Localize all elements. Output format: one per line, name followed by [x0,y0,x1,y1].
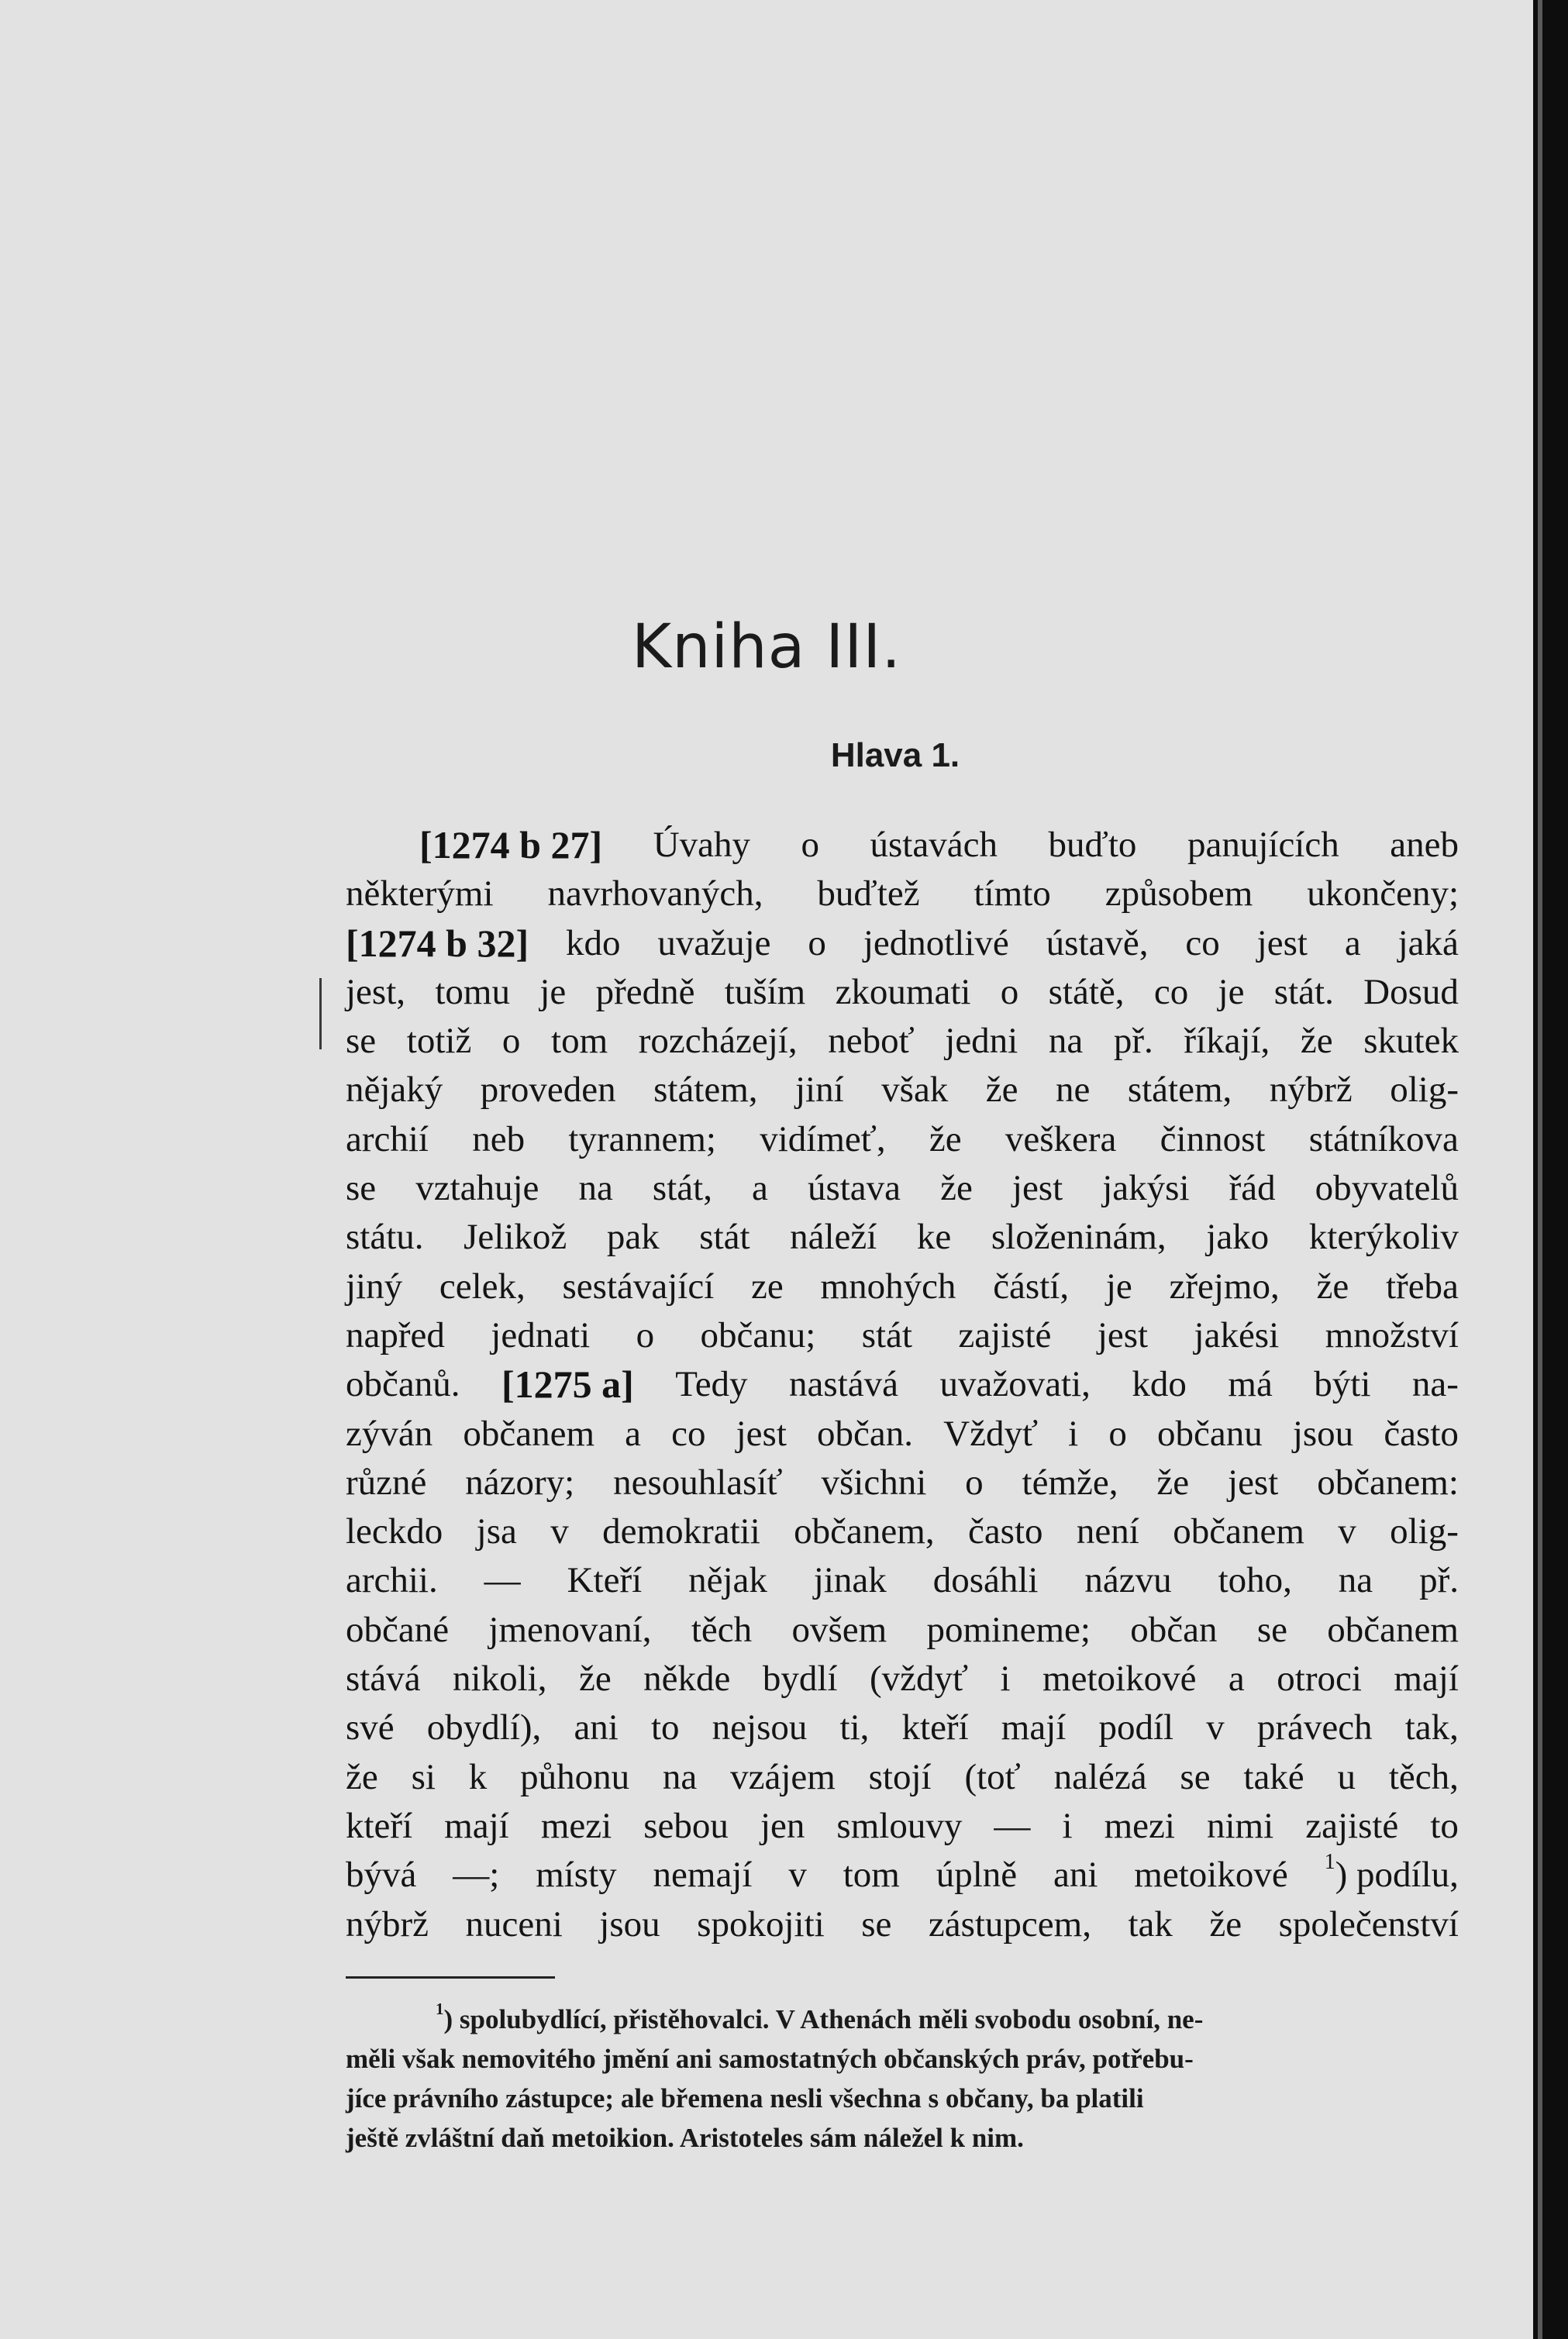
text-line: bývá —; místy nemají v tom úplně ani metoikové $^1$) podílu, [346,1851,1459,1900]
text-line: některými navrhovaných, buďtež tímto způsobem ukončeny; [346,873,1459,915]
text-line: kteří mají mezi sebou jen smlouvy — i mezi nimi zajisté to [346,1805,1459,1846]
chapter-title: Hlava 1. [830,736,960,774]
text-line: občané jmenovaní, těch ovšem pomineme; občan se občanem [346,1609,1459,1650]
body-text [346,821,1459,1949]
text-line: nýbrž nuceni jsou spokojiti se zástupcem, tak že společenství [346,1903,1459,1945]
bekker-reference: [1274 b 27] [419,823,603,866]
text-line: [1274 b 27] Úvahy o ústavách buďto panujících aneb [346,821,1459,870]
footnote-reference: $^1$) podílu, [1324,1849,1459,1896]
book-title: Kniha III. [631,612,902,682]
text-line: občanů. [1275 a] Tedy nastává uvažovati, kdo má býti na- [346,1360,1459,1409]
text-line: zýván občanem a co jest občan. Vždyť i o občanu jsou často [346,1413,1459,1454]
text-line: napřed jednati o občanu; stát zajisté jest jakési množství [346,1314,1459,1356]
text-line: jiný celek, sestávající ze mnohých částí, je zřejmo, že třeba [346,1266,1459,1307]
margin-mark [319,978,322,1049]
text-line: nějaký proveden státem, jiní však že ne státem, nýbrž olig- [346,1070,1459,1111]
text-line: že si k půhonu na vzájem stojí (toť nalézá se také u těch, [346,1756,1459,1797]
footnote-divider [346,1976,555,1979]
text-line: jest, tomu je předně tuším zkoumati o státě, co je stát. Dosud [346,971,1459,1012]
text-line: různé názory; nesouhlasíť všichni o témže, že jest občanem: [346,1462,1459,1503]
text-line: archii. — Kteří nějak jinak dosáhli názvu toho, na př. [346,1560,1459,1601]
scan-edge [1533,0,1568,2339]
footnote-line: jíce právního zástupce; ale břemena nesli všechna s občany, ba platili [346,2083,1144,2113]
text-line: archií neb tyrannem; vidímeť, že veškera činnost státníkova [346,1118,1459,1159]
footnote-line: měli však nemovitého jmění ani samostatných občanských práv, potřebu- [346,2044,1194,2074]
text-line: se vztahuje na stát, a ústava že jest jakýsi řád obyvatelů [346,1168,1459,1209]
text-line: své obydlí), ani to nejsou ti, kteří mají podíl v právech tak, [346,1707,1459,1748]
footnote-line: $^1$) spolubydlící, přistěhovalci. V Athenách měli svobodu osobní, ne- [436,2000,1204,2034]
text-line: stává nikoli, že někde bydlí (vždyť i metoikové a otroci mají [346,1659,1459,1700]
scan-edge-stripe [1538,0,1542,2339]
bekker-reference: [1275 a] [501,1362,634,1407]
text-line: [1274 b 32] kdo uvažuje o jednotlivé ústavě, co jest a jaká [346,919,1459,968]
footnote [346,2000,1459,2158]
text-line: leckdo jsa v demokratii občanem, často není občanem v olig- [346,1511,1459,1552]
bekker-reference: [1274 b 32] [346,921,529,965]
text-line: se totiž o tom rozcházejí, neboť jedni na př. říkají, že skutek [346,1021,1459,1062]
text-line: státu. Jelikož pak stát náleží ke složeninám, jako kterýkoliv [346,1217,1459,1258]
footnote-line: ještě zvláštní daň metoikion. Aristoteles sám náležel k nim. [346,2123,1024,2153]
